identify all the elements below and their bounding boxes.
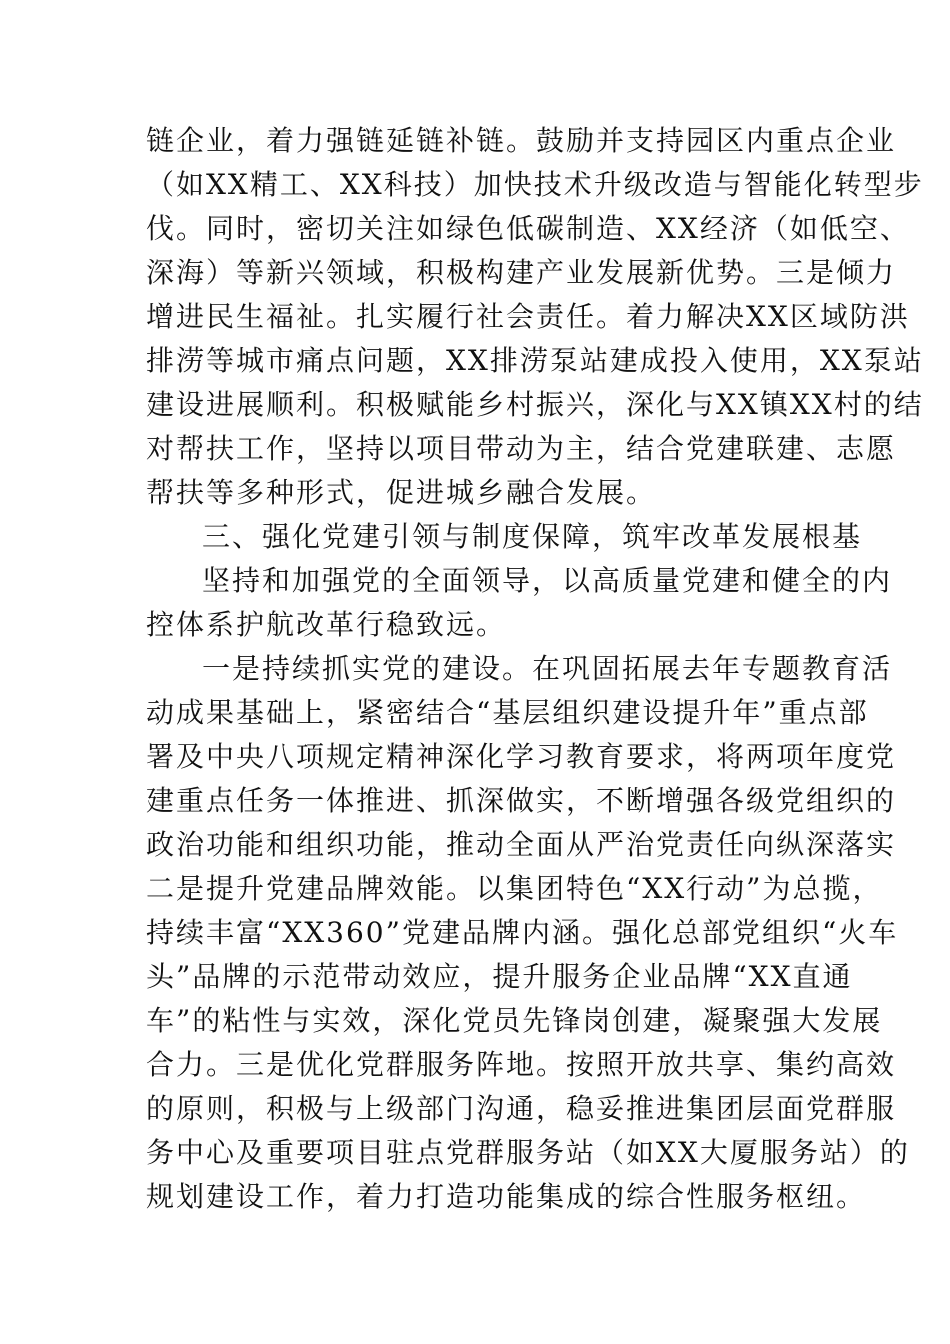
text-line-22: 合力。三是优化党群服务阵地。按照开放共享、集约高效 bbox=[146, 1048, 897, 1081]
text-line-18: 二是提升党建品牌效能。以集团特色“XX行动”为总揽， bbox=[146, 872, 883, 905]
text-line-19: 持续丰富“XX360”党建品牌内涵。强化总部党组织“火车 bbox=[146, 916, 899, 949]
text-line-13: 一是持续抓实党的建设。在巩固拓展去年专题教育活 bbox=[202, 652, 893, 685]
text-line-24: 务中心及重要项目驻点党群服务站（如XX大厦服务站）的 bbox=[146, 1136, 910, 1169]
text-line-17: 政治功能和组织功能，推动全面从严治党责任向纵深落实 bbox=[146, 828, 897, 861]
text-line-5: 增进民生福祉。扎实履行社会责任。着力解决XX区域防洪 bbox=[146, 300, 910, 333]
text-line-2: （如XX精工、XX科技）加快技术升级改造与智能化转型步 bbox=[146, 168, 924, 201]
text-line-23: 的原则，积极与上级部门沟通，稳妥推进集团层面党群服 bbox=[146, 1092, 897, 1125]
text-line-6: 排涝等城市痛点问题，XX排涝泵站建成投入使用，XX泵站 bbox=[146, 344, 924, 377]
text-line-1: 链企业，着力强链延链补链。鼓励并支持园区内重点企业 bbox=[146, 124, 897, 157]
text-line-11: 坚持和加强党的全面领导，以高质量党建和健全的内 bbox=[202, 564, 893, 597]
text-line-25: 规划建设工作，着力打造功能集成的综合性服务枢纽。 bbox=[146, 1180, 867, 1213]
text-line-7: 建设进展顺利。积极赋能乡村振兴，深化与XX镇XX村的结 bbox=[146, 388, 924, 421]
section-heading: 三、强化党建引领与制度保障，筑牢改革发展根基 bbox=[202, 520, 863, 553]
text-line-15: 署及中央八项规定精神深化学习教育要求，将两项年度党 bbox=[146, 740, 897, 773]
text-line-8: 对帮扶工作，坚持以项目带动为主，结合党建联建、志愿 bbox=[146, 432, 897, 465]
text-line-16: 建重点任务一体推进、抓深做实，不断增强各级党组织的 bbox=[146, 784, 897, 817]
text-line-12: 控体系护航改革行稳致远。 bbox=[146, 608, 507, 641]
text-line-3: 伐。同时，密切关注如绿色低碳制造、XX经济（如低空、 bbox=[146, 212, 910, 245]
text-line-21: 车”的粘性与实效，深化党员先锋岗创建，凝聚强大发展 bbox=[146, 1004, 883, 1037]
text-line-9: 帮扶等多种形式，促进城乡融合发展。 bbox=[146, 476, 657, 509]
text-line-20: 头”品牌的示范带动效应，提升服务企业品牌“XX直通 bbox=[146, 960, 853, 993]
text-line-4: 深海）等新兴领域，积极构建产业发展新优势。三是倾力 bbox=[146, 256, 897, 289]
text-line-14: 动成果基础上，紧密结合“基层组织建设提升年”重点部 bbox=[146, 696, 869, 729]
